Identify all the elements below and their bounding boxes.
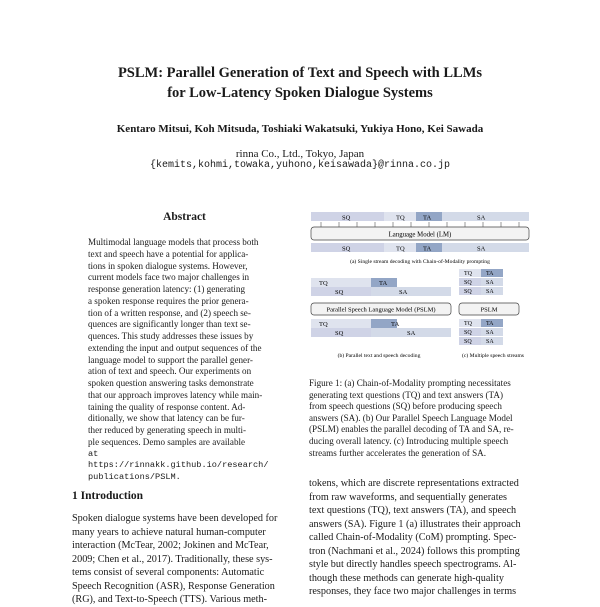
- lm-label: Language Model (LM): [388, 231, 452, 239]
- figure-b-top: [311, 278, 451, 296]
- sa-label: SA: [486, 289, 494, 295]
- pslm-label: Parallel Speech Language Model (PSLM): [326, 306, 436, 314]
- caption-line: streams further accelerates the generation of SA.: [309, 447, 486, 458]
- abstract-line: that our approach improves latency while main-: [88, 389, 263, 400]
- abstract-line: language model to support the parallel gener-: [88, 354, 253, 365]
- tq-label: TQ: [319, 280, 328, 287]
- sq-label: SQ: [464, 339, 472, 345]
- authors: Kentaro Mitsui, Koh Mitsuda, Toshiaki Wakatsuki, Yukiya Hono, Kei Sawada: [116, 123, 484, 135]
- paper-title-line2: for Low-Latency Spoken Dialogue Systems: [167, 85, 433, 101]
- figure-caption: [309, 378, 531, 459]
- sa-label: SA: [477, 245, 486, 253]
- tq-label: TQ: [319, 321, 328, 328]
- intro-right-column: [309, 477, 531, 599]
- abstract-line: publications/PSLM.: [88, 472, 181, 482]
- subcaption-b: (b) Parallel text and speech decoding: [337, 353, 421, 359]
- emails: {kemits,kohmi,towaka,yuhono,keisawada}@rinna.co.jp: [149, 160, 451, 171]
- abstract-line: a spoken response requires the prior genera-: [88, 295, 249, 306]
- body-line: though these methods can generate high-quality: [309, 572, 504, 584]
- figure-a-bottom-row: [311, 243, 529, 253]
- body-line: called Chain-of-Modality (CoM) prompting. Spec-: [309, 532, 517, 543]
- figure-c-bottom: [459, 319, 503, 345]
- abstract-line: spoken question answering tasks demonstrate: [88, 378, 254, 388]
- sq-label: SQ: [464, 330, 472, 336]
- abstract-line: ther reduced by generating speech in multi-: [88, 425, 247, 435]
- abstract-line: quences are significantly longer than text se-: [88, 319, 251, 330]
- body-line: Speech Recognition (ASR), Response Generation: [72, 580, 275, 592]
- abstract-heading: Abstract: [163, 211, 206, 223]
- sq-label: SQ: [342, 245, 351, 253]
- tq-label: TQ: [396, 214, 405, 222]
- abstract-line: ple sequences. Demo samples are available: [88, 436, 246, 447]
- subcaption-a: (a) Single stream decoding with Chain-of-Modality prompting: [350, 259, 490, 265]
- sq-label: SQ: [342, 214, 351, 222]
- body-line: text questions (TQ), text answers (TA), and speech: [309, 505, 517, 516]
- abstract-line: taining the quality of response content. Ad-: [88, 401, 246, 412]
- body-line: 2009; Chen et al., 2017). Traditionally, these sys-: [72, 553, 273, 565]
- tq-label: TQ: [396, 245, 405, 253]
- tq-label: TQ: [464, 321, 472, 327]
- abstract-line: extending the input and output sequences of the: [88, 342, 262, 353]
- figure-1: [309, 208, 533, 366]
- figure-c-top: [459, 269, 503, 295]
- abstract-line: response generation latency: (1) generating: [88, 284, 246, 294]
- body-line: answers (SA). Figure 1 (a) illustrates their approach: [309, 518, 521, 530]
- caption-line: answers (SA). (b) Our Parallel Speech Language Model: [309, 412, 513, 423]
- sa-label: SA: [486, 339, 494, 345]
- caption-line: (PSLM) enables the parallel decoding of TA and SA, re-: [309, 424, 514, 435]
- body-line: from raw waveforms, and sequentially generates: [309, 491, 508, 503]
- body-line: (RG), and Text-to-Speech (TTS). Various meth-: [72, 594, 267, 605]
- abstract-line: ditionally, we show that latency can be fur-: [88, 413, 245, 424]
- body-line: many years to achieve natural human-computer: [72, 526, 266, 538]
- subcaption-c: (c) Multiple speech streams: [462, 353, 524, 359]
- body-line: interaction (McTear, 2002; Jokinen and McTear,: [72, 540, 269, 551]
- abstract-line: quences. This study addresses these issues by: [88, 331, 254, 341]
- caption-line: Figure 1: (a) Chain-of-Modality prompting necessitates: [309, 378, 511, 388]
- body-line: tems consist of several components: Automatic: [72, 567, 265, 578]
- body-line: tron (Nachmani et al., 2024) follows this prompting: [309, 545, 520, 557]
- section-heading-introduction: 1 Introduction: [72, 490, 144, 502]
- body-line: style but directly handles speech spectrograms. Al-: [309, 559, 517, 570]
- sa-label: SA: [407, 330, 416, 337]
- tq-label: TQ: [464, 271, 472, 277]
- ta-label: TA: [379, 280, 388, 287]
- pslm-c-label: PSLM: [480, 306, 498, 314]
- ta-label: TA: [486, 321, 494, 327]
- sa-label: SA: [486, 330, 494, 336]
- abstract-line: current models face two major challenges in: [88, 272, 250, 283]
- caption-line: from speech questions (SQ) before producing speech: [309, 401, 502, 412]
- figure-b-bottom: [311, 319, 451, 337]
- figure-a-arrows: [321, 222, 519, 227]
- abstract-line: tion of a written response, and (2) speech se-: [88, 307, 251, 318]
- sq-label: SQ: [335, 330, 344, 337]
- ta-label: TA: [486, 271, 494, 277]
- abstract-line: text and speech have a potential for applica-: [88, 248, 249, 259]
- sa-label: SA: [486, 280, 494, 286]
- ta-label: TA: [423, 214, 432, 222]
- body-line: Spoken dialogue systems have been developed for: [72, 513, 278, 524]
- intro-left-column: [72, 512, 294, 607]
- sq-label: SQ: [464, 289, 472, 295]
- caption-line: generating text questions (TQ) and text answers (TA): [309, 389, 503, 400]
- sa-label: SA: [477, 214, 486, 222]
- abstract-line: Multimodal language models that process both: [88, 237, 259, 247]
- sq-label: SQ: [464, 280, 472, 286]
- sq-label: SQ: [335, 289, 344, 296]
- sa-token-bar: [442, 212, 529, 221]
- ta-label: TA: [423, 245, 432, 253]
- paper-title-line1: PSLM: Parallel Generation of Text and Speech with LLMs: [117, 65, 483, 81]
- abstract-line: at https://rinnakk.github.io/research/: [88, 448, 269, 471]
- abstract-line: ation of text and speech. Our experiments on: [88, 366, 252, 377]
- caption-line: ducing overall latency. (c) Introducing multiple speech: [309, 435, 509, 446]
- affiliation: rinna Co., Ltd., Tokyo, Japan: [235, 148, 365, 160]
- figure-a-top-row: [311, 212, 529, 222]
- body-line: responses, they face two major challenges in terms: [309, 586, 517, 597]
- ta-label: TA: [391, 321, 400, 328]
- body-line: tokens, which are discrete representations extracted: [309, 478, 519, 489]
- abstract-text: [88, 237, 281, 484]
- abstract-line: tions in spoken dialogue systems. However,: [88, 260, 248, 271]
- sa-label: SA: [399, 289, 408, 296]
